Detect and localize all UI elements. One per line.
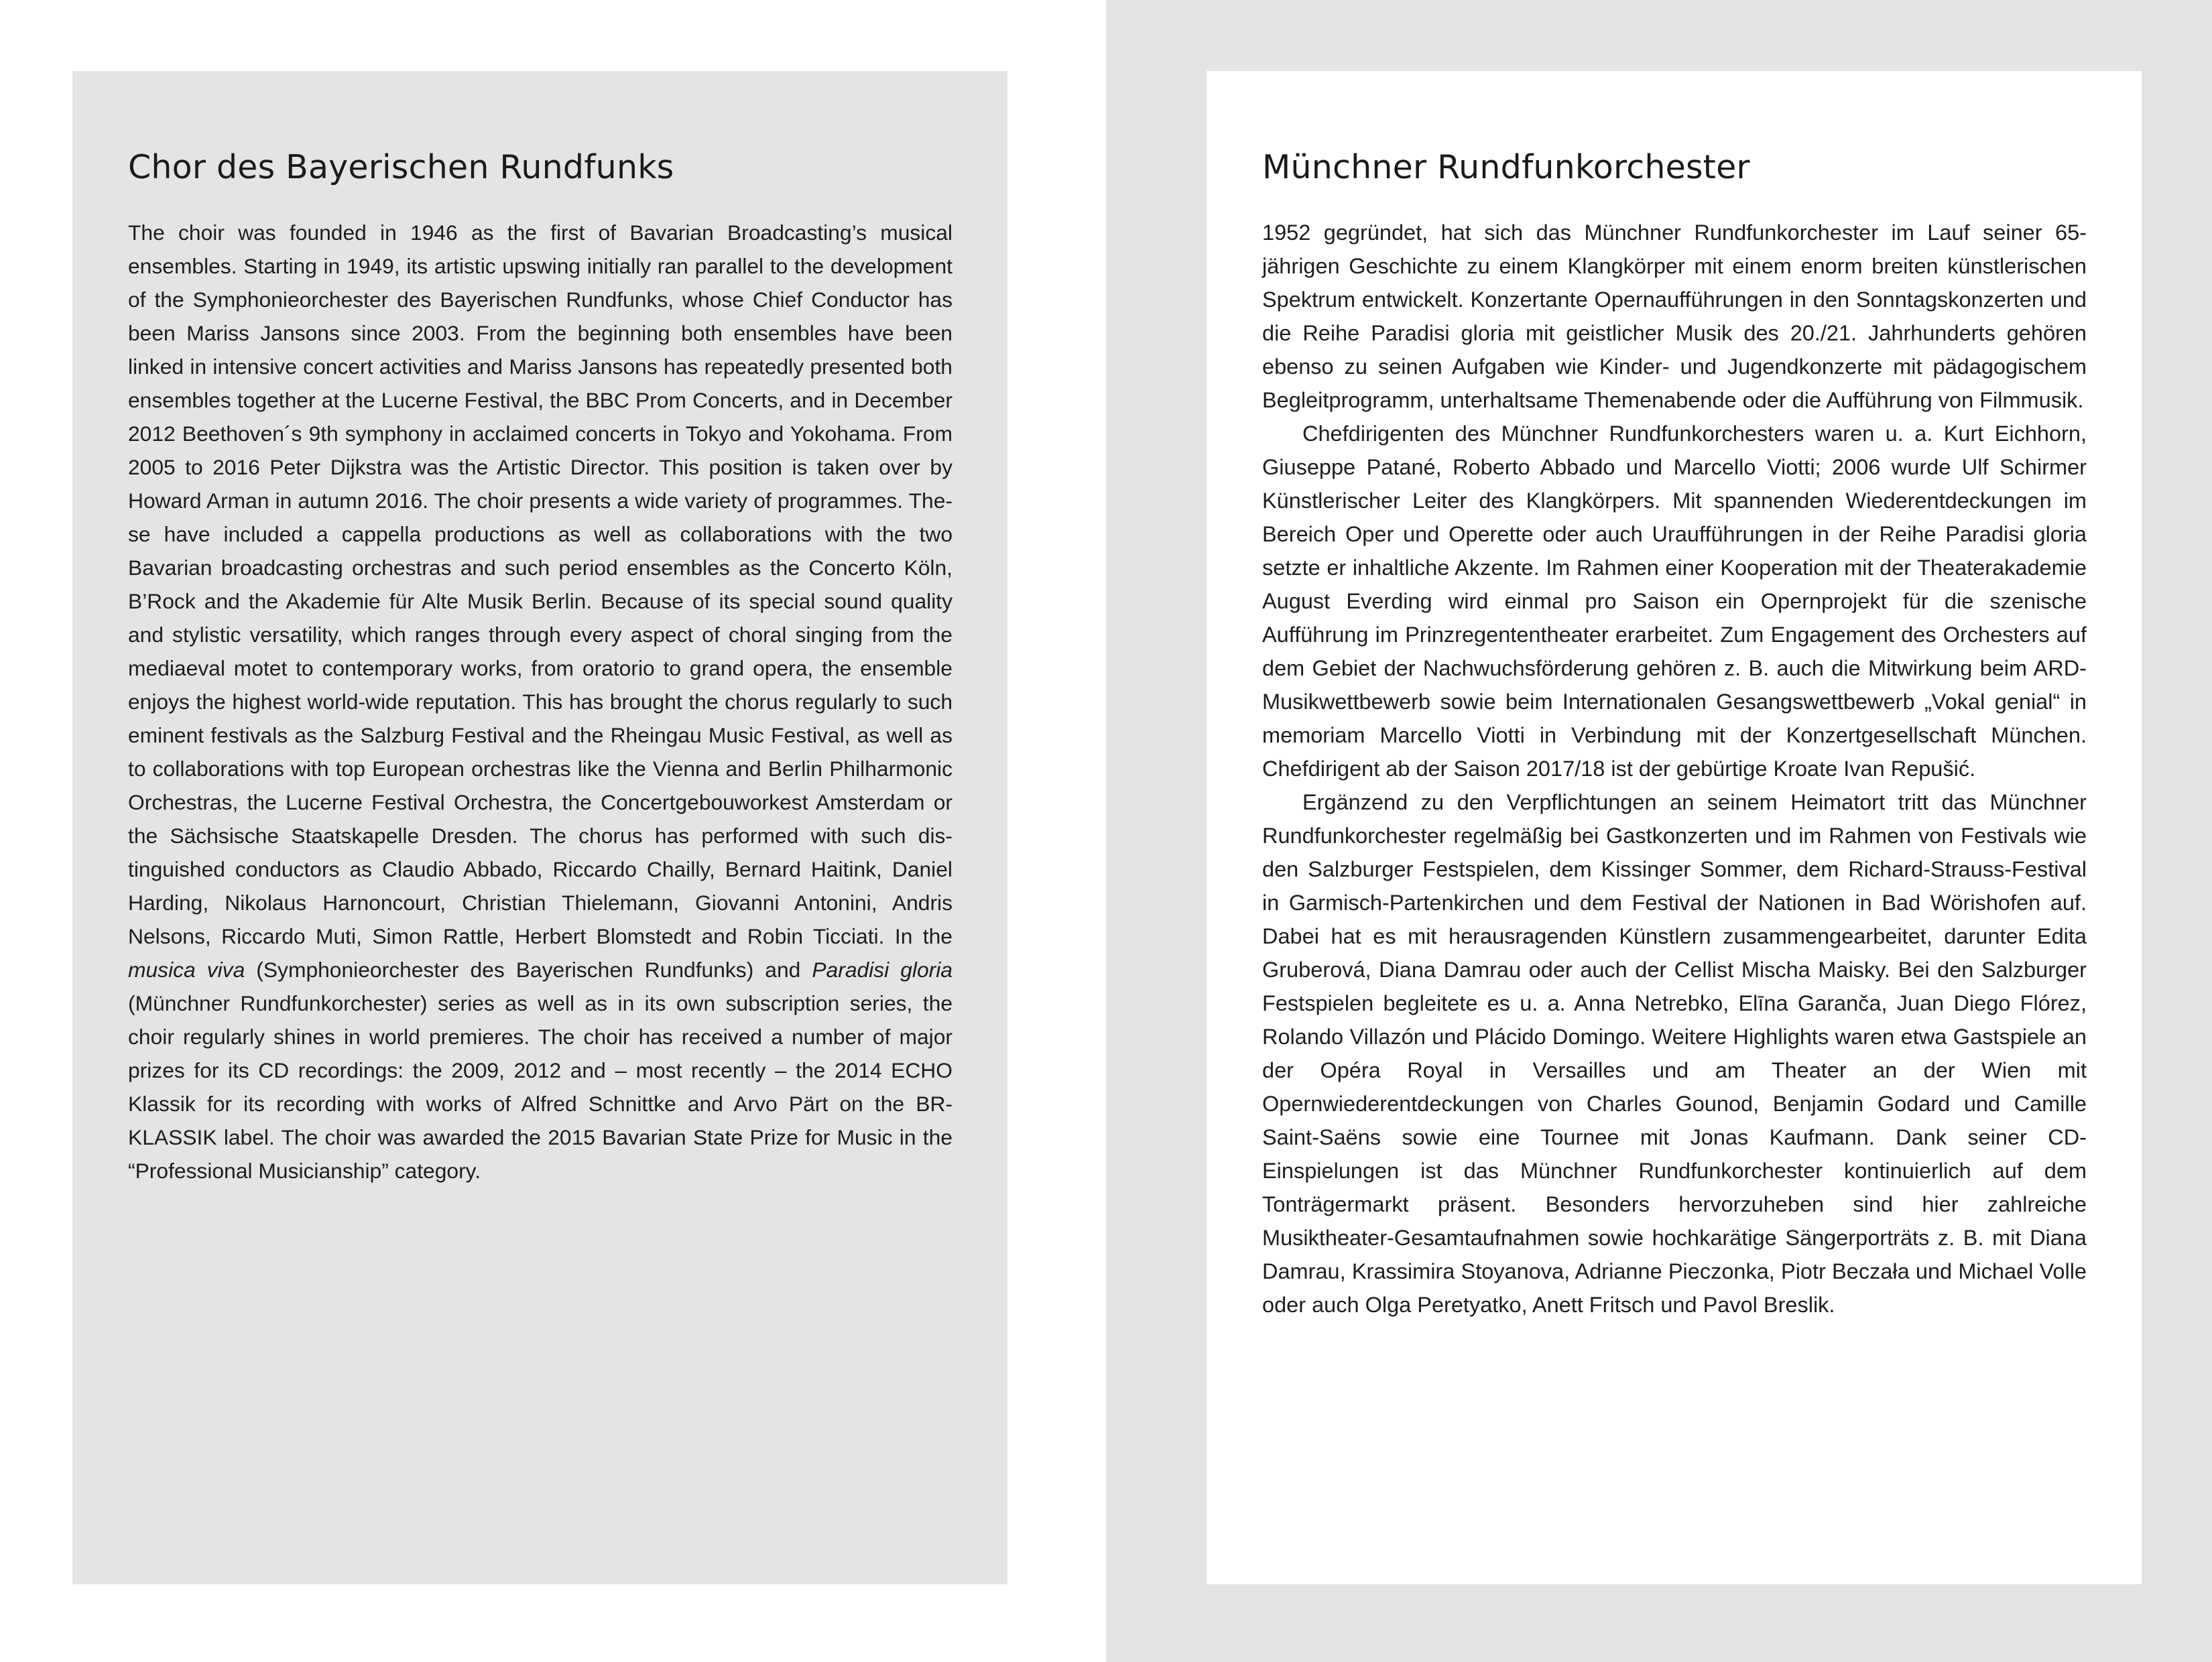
right-body-paragraph-2: Chefdirigenten des Münchner Rundfunkorchesters waren u. a. Kurt Eichhorn, Giuseppe Patané, Roberto Abbado und Marcello Viotti; 2006 wurde Ulf Schirmer Künstlerischer Leiter des Klangkörpers. Mit spannenden Wiederentdeckungen im Bereich Oper und Operette oder auch Uraufführungen in der Reihe Paradisi gloria setzte er inhaltliche Akzente. Im Rahmen einer Kooperation mit der Theaterakademie August Everding wird einmal pro Saison ein Opernprojekt für die szenische Aufführung im Prinzregententheater erarbeitet. Zum Engagement des Orchesters auf dem Gebiet der Nachwuchsförderung gehören z. B. auch die Mitwirkung beim ARD-Musikwettbewerb sowie beim Internationalen Gesangswettbewerb „Vokal genial“ in memoriam Marcello Viotti in Verbindung mit der Konzertgesellschaft München. Chefdirigent ab der Saison 2017/18 ist der gebürtige Kroate Ivan Repušić. [1262,422,2087,781]
left-body-italic-musica-viva: musica viva [128,958,245,982]
left-body-text-3: (Münchner Rundfunkorchester) series as well as in its own subscription series, the choir regularly shines in world premieres. The choir has received a number of major prizes for its CD recordings: the 2009, 2012 and – most recently – the 2014 ECHO Klassik for its recording with works of Alfred Schnittke and Arvo Pärt on the BR-KLASSIK label. The choir was awarded the 2015 Bavarian State Prize for Music in the “Professional Musicianship” category. [128,991,953,1184]
left-page-title: Chor des Bayerischen Rundfunks [128,148,674,186]
left-body-paragraph [128,216,953,1188]
right-body-paragraph-1: 1952 gegründet, hat sich das Münchner Rundfunkorchester im Lauf seiner 65-jährigen Geschichte zu einem Klangkörper mit einem enorm breiten künstlerischen Spektrum entwickelt. Konzertante Opernaufführungen in den Sonntagskonzerten und die Reihe Paradisi gloria mit geistlicher Musik des 20./21. Jahrhunderts gehören ebenso zu seinen Aufgaben wie Kinder- und Jugendkonzerte mit pädagogischem Begleitprogramm, unterhaltsame Themenabende oder die Aufführung von Filmmusik. [1262,220,2087,413]
left-page [72,71,1007,1584]
left-body-text-2: (Symphonieorchester des Bayerischen Rundfunks) and [245,958,812,982]
right-page [1207,71,2142,1584]
left-column [128,149,953,1188]
left-page-body [128,216,953,1188]
right-body-paragraph-3: Ergänzend zu den Verpflichtungen an seinem Heimatort tritt das Münchner Rundfunkorchester regelmäßig bei Gastkonzerten und im Rahmen von Festivals wie den Salzburger Festspielen, dem Kissinger Sommer, dem Richard-Strauss-Festival in Garmisch-Partenkirchen und dem Festival der Nationen in Bad Wörishofen auf. Dabei hat es mit herausragenden Künstlern zusammengearbeitet, darunter Edita Gruberová, Diana Damrau oder auch der Cellist Mischa Maisky. Bei den Salzburger Festspielen begleitete es u. a. Anna Netrebko, Elīna Garanča, Juan Diego Flórez, Rolando Villazón und Plácido Domingo. Weitere Highlights waren etwa Gastspiele an der Opéra Royal in Versailles und am Theater an der Wien mit Opernwiederentdeckungen von Charles Gounod, Benjamin Godard und Camille Saint-Saëns sowie eine Tournee mit Jonas Kaufmann. Dank seiner CD-Einspielungen ist das Münchner Rundfunkorchester kontinuierlich auf dem Tonträgermarkt präsent. Besonders hervorzuheben sind hier zahlreiche Musiktheater-Gesamtaufnahmen sowie hochkarätige Sängerporträts z. B. mit Diana Damrau, Krassimira Stoyanova, Adrianne Pieczonka, Piotr Beczała und Michael Volle oder auch Olga Peretyatko, Anett Fritsch und Pavol Breslik. [1262,790,2087,1318]
right-page-body [1262,216,2087,1322]
right-page-title: Münchner Rundfunkorchester [1262,148,1750,186]
left-body-italic-paradisi-gloria: Paradisi gloria [812,958,953,982]
right-column [1262,149,2087,1322]
left-body-text-1: The choir was founded in 1946 as the first of Bavarian Broadcasting’s musical ensembles. Starting in 1949, its artistic upswing initially ran parallel to the development of the Symphonieorchester des Bayerischen Rundfunks, whose Chief Conductor has been Mariss Jansons since 2003. From the beginning both ensembles have been linked in intensive concert activities and Mariss Jansons has repeatedly presented both ensembles together at the Lucerne Festival, the BBC Prom Concerts, and in December 2012 Beethoven´s 9th symphony in acclaimed concerts in Tokyo and Yokohama. From 2005 to 2016 Peter Dijkstra was the Artistic Director. This position is taken over by Howard Arman in autumn 2016. The choir presents a wide variety of programmes. These have included a cappella productions as well as collaborations with the two Bavarian broadcasting orchestras and such period ensembles as the Concerto Köln, B’Rock and the Akademie für Alte Musik Berlin. Because of its special sound quality and stylistic versatility, which ranges through every aspect of choral singing from the mediaeval motet to contemporary works, from oratorio to grand opera, the ensemble enjoys the highest world-wide reputation. This has brought the chorus regularly to such eminent festivals as the Salzburg Festival and the Rheingau Music Festival, as well as to collaborations with top European orchestras like the Vienna and Berlin Philharmonic Orchestras, the Lucerne Festival Orchestra, the Concertgebouworkest Amsterdam or the Sächsische Staatskapelle Dresden. The chorus has performed with such distinguished conductors as Claudio Abbado, Riccardo Chailly, Bernard Haitink, Daniel Harding, Nikolaus Harnoncourt, Christian Thielemann, Giovanni Antonini, Andris Nelsons, Riccardo Muti, Simon Rattle, Herbert Blomstedt and Robin Ticciati. In the [128,220,953,949]
